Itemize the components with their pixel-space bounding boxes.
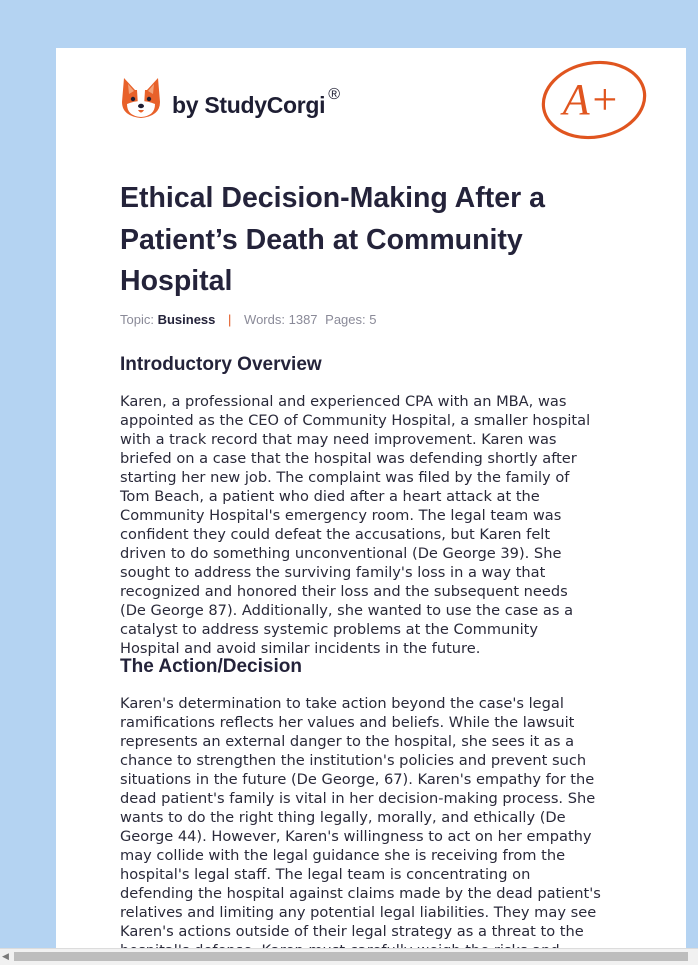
meta-separator: | — [228, 312, 232, 327]
section-heading-action-decision: The Action/Decision — [120, 656, 302, 677]
section-body-introductory-overview: Karen, a professional and experienced CPA with an MBA, was appointed as the CEO of Community Hospital, a smaller hospital with a track record that may need improvement. Karen was briefed on a case that the hospital was defending shortly after starting her new job. The complaint was filed by the family of Tom Beach, a patient who died after a heart attack at the Community Hospital's emergency room. The legal team was confident they could defeat the accusations, but Karen felt driven to do something unconventional (De George 39). She sought to address the surviving family's loss in a way that recognized and honored their loss and the subsequent needs (De George 87). Additionally, she wanted to use the case as a catalyst to address systemic problems at the Community Hospital and avoid similar incidents in the future. — [120, 393, 591, 657]
grade-badge-icon — [538, 58, 650, 142]
horizontal-scrollbar[interactable] — [0, 948, 698, 965]
grade-badge-text: A+ — [562, 75, 620, 124]
pages-value: 5 — [369, 312, 377, 327]
section-heading-introductory-overview: Introductory Overview — [120, 354, 322, 375]
corgi-icon — [120, 76, 162, 120]
section-body-action-decision: Karen's determination to take action beyond the case's legal ramifications reflects her values and beliefs. While the lawsuit represents an external danger to the hospital, she sees it as a chance to strengthen the institution's policies and prevent such situations in the future (De George, 67). Karen's empathy for the dead patient's family is vital in her decision-making process. She wants to do the right thing legally, morally, and ethically (De George 44). However, Karen's willingness to act on her empathy may collide with the legal guidance she is receiving from the hospital's legal staff. The legal team is concentrating on defending the hospital against claims made by the dead patient's relatives and limiting any potential legal liabilities. They may see Karen's actions outside of their legal strategy as a threat to the — [120, 695, 601, 940]
document-meta — [120, 312, 377, 327]
topic-label: Topic: — [120, 312, 154, 327]
scrollbar-thumb[interactable] — [14, 952, 688, 961]
studycorgi-logo[interactable] — [120, 76, 340, 120]
topic-link[interactable]: Business — [157, 312, 216, 327]
scroll-left-arrow-icon[interactable]: ◀ — [2, 952, 9, 962]
document-title: Ethical Decision-Making After a Patient’s Death at Community Hospital — [120, 182, 545, 297]
brand-name: by StudyCorgi ® — [172, 86, 340, 118]
document-page — [56, 48, 686, 948]
words-label: Words: — [244, 312, 285, 327]
words-value: 1387 — [288, 312, 318, 327]
pages-label: Pages: — [325, 312, 366, 327]
